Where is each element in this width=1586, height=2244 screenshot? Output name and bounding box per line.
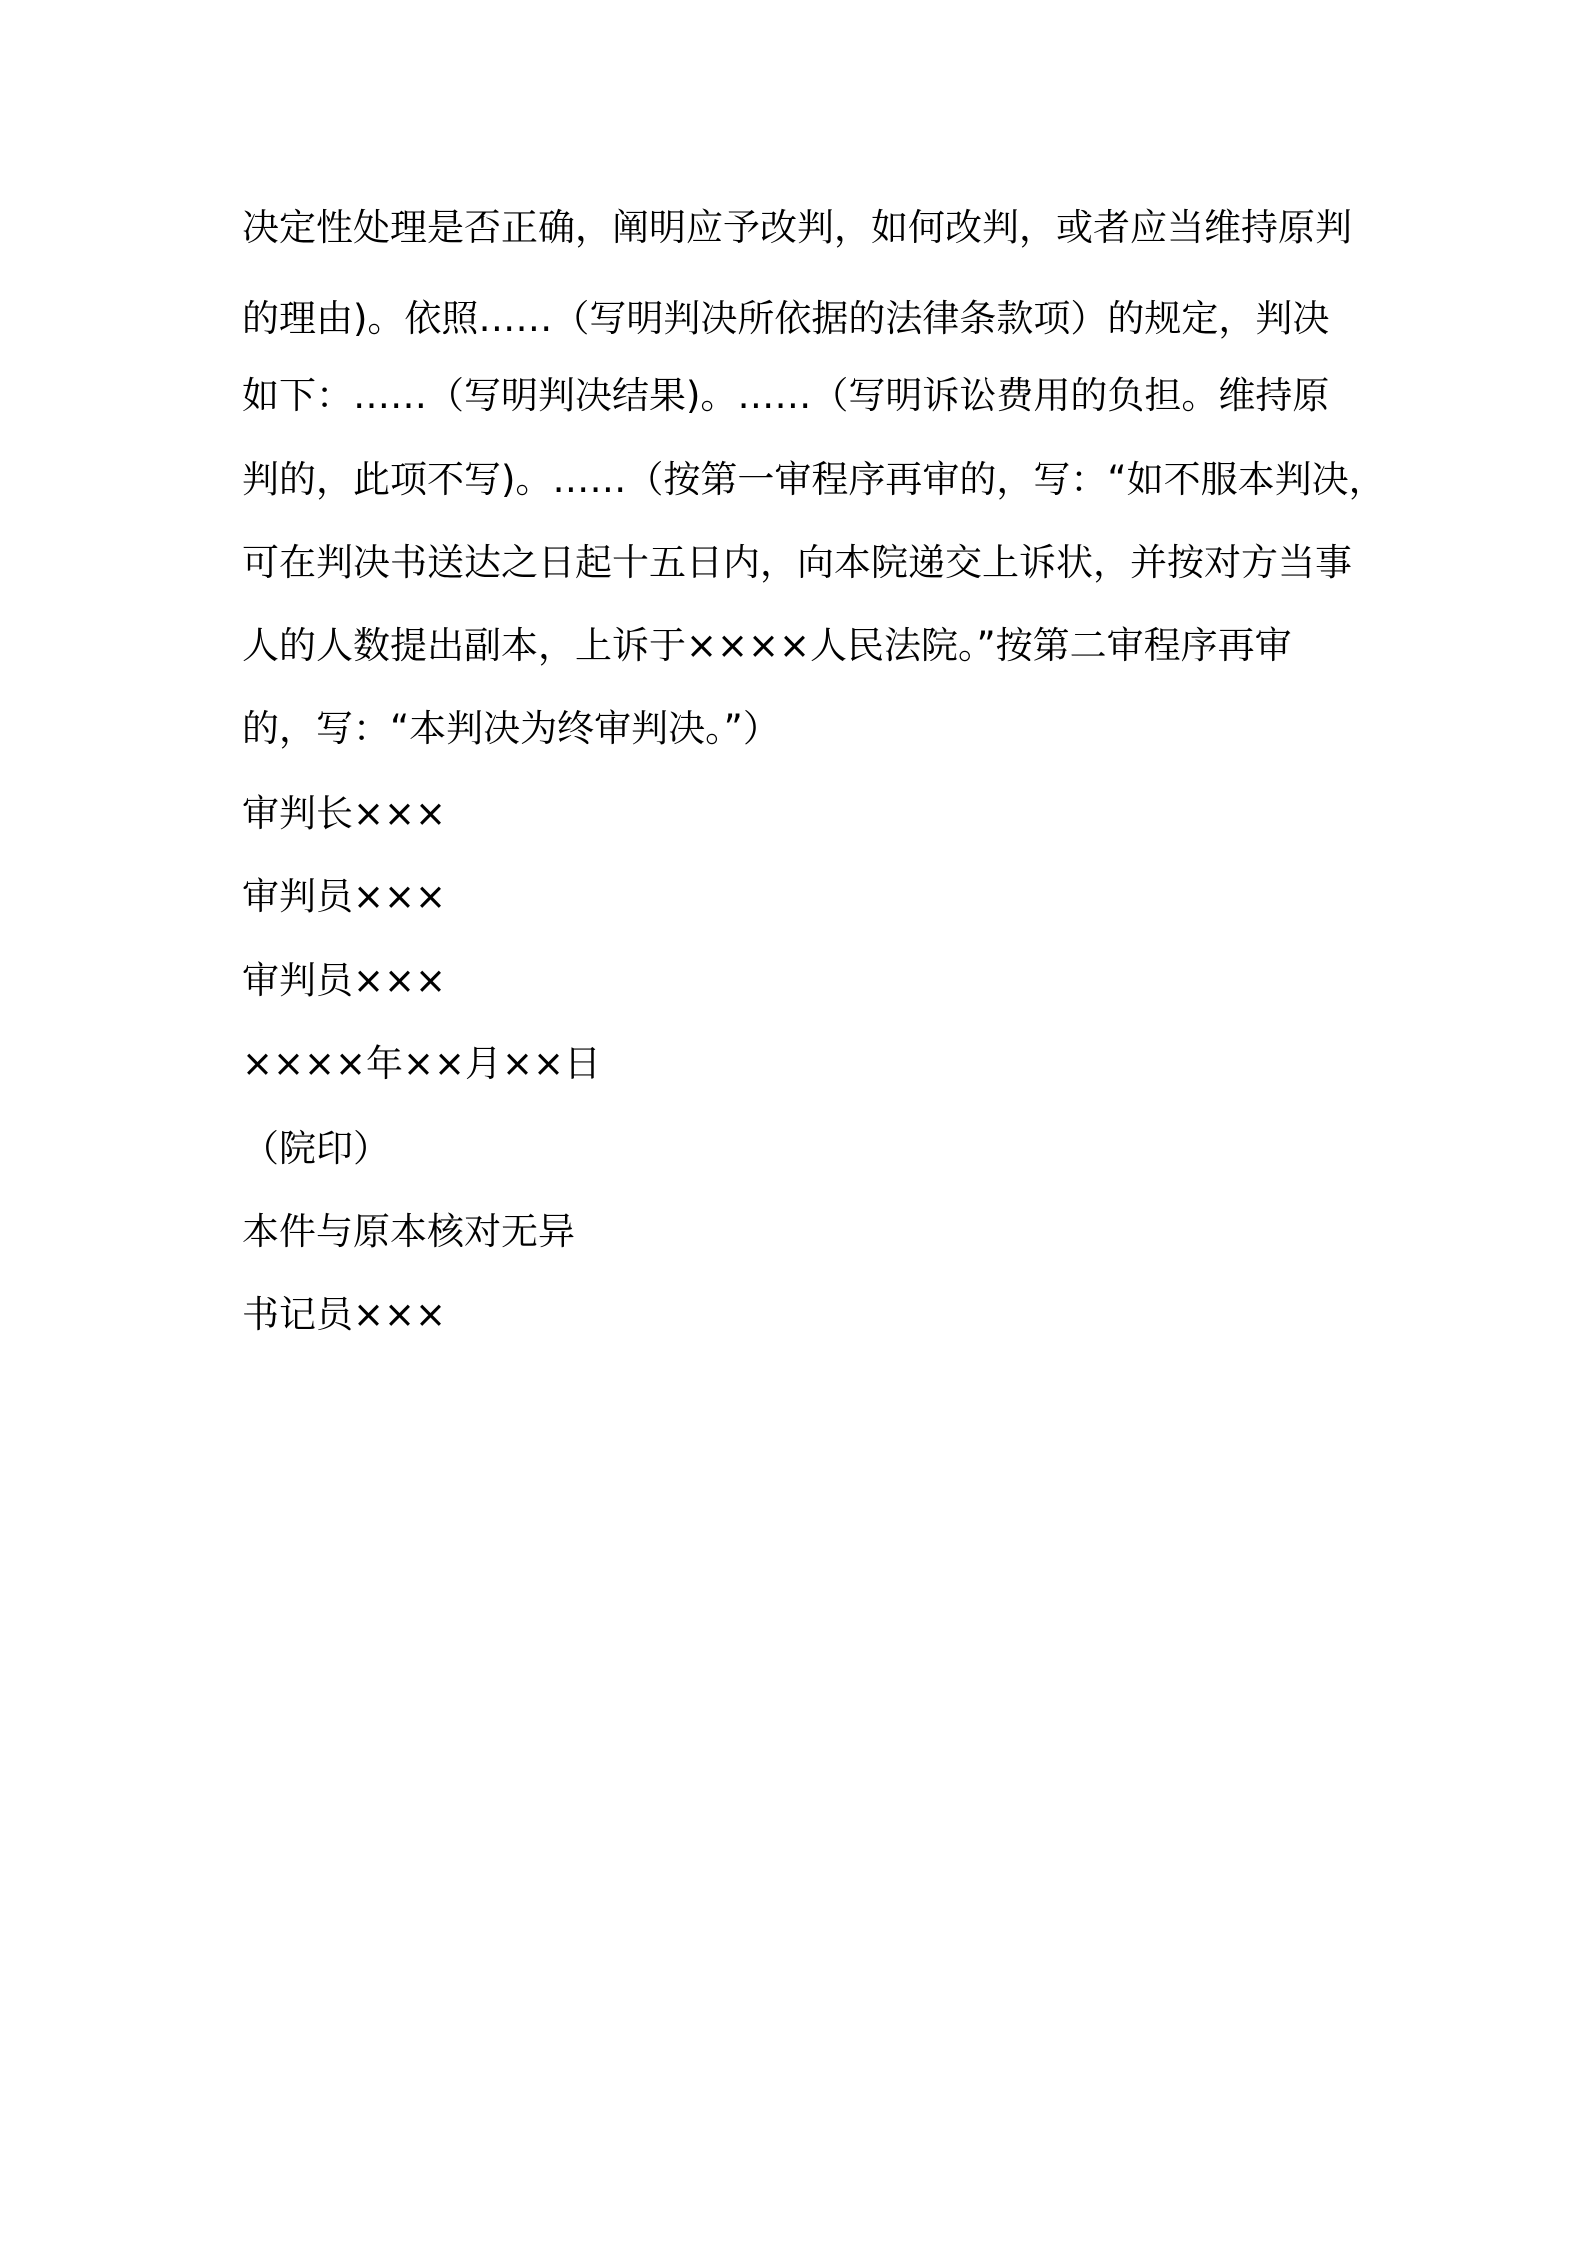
court-seal-note: （院印）	[242, 1127, 390, 1170]
chief-judge-signature: 审判长×××	[242, 792, 447, 835]
body-line: 可在判决书送达之日起十五日内，向本院递交上诉状，并按对方当事	[242, 541, 1352, 584]
clerk-signature: 书记员×××	[242, 1293, 447, 1336]
document-date: ××××年××月××日	[242, 1042, 602, 1085]
judge-signature: 审判员×××	[242, 875, 447, 918]
body-line: 如下：……（写明判决结果)。……（写明诉讼费用的负担。维持原	[242, 374, 1330, 417]
body-line: 的，写：“本判决为终审判决。”）	[242, 707, 780, 750]
certification-statement: 本件与原本核对无异	[242, 1210, 575, 1253]
body-line: 人的人数提出副本，上诉于××××人民法院。”按第二审程序再审	[242, 624, 1292, 667]
body-line: 的理由)。依照……（写明判决所依据的法律条款项）的规定，判决	[242, 297, 1330, 340]
body-line: 决定性处理是否正确，阐明应予改判，如何改判，或者应当维持原判	[242, 206, 1352, 249]
body-line: 判的，此项不写)。……（按第一审程序再审的，写：“如不服本判决，	[242, 458, 1386, 501]
judge-signature: 审判员×××	[242, 959, 447, 1002]
